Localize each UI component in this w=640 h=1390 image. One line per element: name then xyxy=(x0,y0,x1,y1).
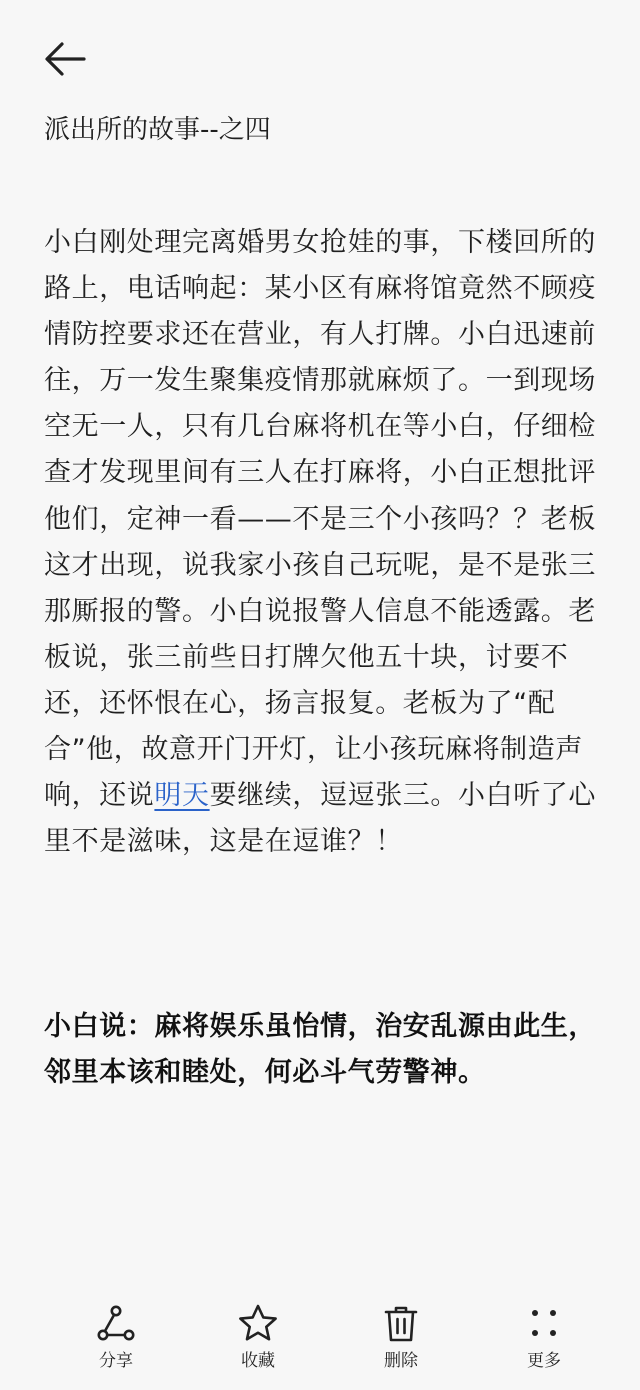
bottom-toolbar xyxy=(0,1296,640,1390)
body-line: 他们，定神一看——不是三个小孩吗？？老板 xyxy=(44,503,596,535)
body-line: 合”他，故意开门开灯，让小孩玩麻将制造声 xyxy=(44,734,583,766)
favorite-label: 收藏 xyxy=(241,1351,275,1371)
body-line: 路上，电话响起：某小区有麻将馆竟然不顾疫 xyxy=(44,273,596,305)
date-link[interactable]: 明天 xyxy=(154,780,210,812)
favorite-button[interactable] xyxy=(208,1296,308,1380)
body-line: 还，还怀恨在心，扬言报复。老板为了“配 xyxy=(44,687,556,719)
more-dots-icon xyxy=(522,1302,566,1346)
article-body xyxy=(44,222,610,867)
delete-button[interactable] xyxy=(351,1296,451,1380)
more-button[interactable] xyxy=(494,1296,594,1380)
body-line: 板说，张三前些日打牌欠他五十块，讨要不 xyxy=(44,641,569,673)
body-line: 里不是滋味，这是在逗谁？！ xyxy=(44,826,403,858)
body-line: 那厮报的警。小白说报警人信息不能透露。老 xyxy=(44,595,596,627)
trash-icon xyxy=(379,1302,423,1346)
share-button[interactable] xyxy=(66,1296,166,1380)
link-line-before: 响，还说 xyxy=(44,780,155,812)
more-label: 更多 xyxy=(527,1351,561,1371)
body-line: 查才发现里间有三人在打麻将，小白正想批评 xyxy=(44,457,596,489)
body-line: 情防控要求还在营业，有人打牌。小白迅速前 xyxy=(44,319,596,351)
share-label: 分享 xyxy=(99,1351,133,1371)
arrow-left-icon xyxy=(38,34,92,84)
link-line-after: 要继续，逗逗张三。小白听了心 xyxy=(209,780,597,812)
star-icon xyxy=(236,1302,280,1346)
body-line: 空无一人，只有几台麻将机在等小白，仔细检 xyxy=(44,411,596,443)
body-line: 这才出现，说我家小孩自己玩呢，是不是张三 xyxy=(44,549,596,581)
page-title: 派出所的故事--之四 xyxy=(44,115,271,145)
share-icon xyxy=(94,1302,138,1346)
body-line: 小白刚处理完离婚男女抢娃的事，下楼回所的 xyxy=(44,227,596,258)
summary-line: 邻里本该和睦处，何必斗气劳警神。 xyxy=(44,1057,486,1088)
body-line-with-link xyxy=(44,775,610,821)
back-button[interactable] xyxy=(38,34,92,84)
article-summary xyxy=(44,1006,610,1098)
delete-label: 删除 xyxy=(384,1351,418,1371)
summary-line: 小白说：麻将娱乐虽怡情，治安乱源由此生， xyxy=(44,1011,596,1042)
body-line: 往，万一发生聚集疫情那就麻烦了。一到现场 xyxy=(44,365,596,397)
